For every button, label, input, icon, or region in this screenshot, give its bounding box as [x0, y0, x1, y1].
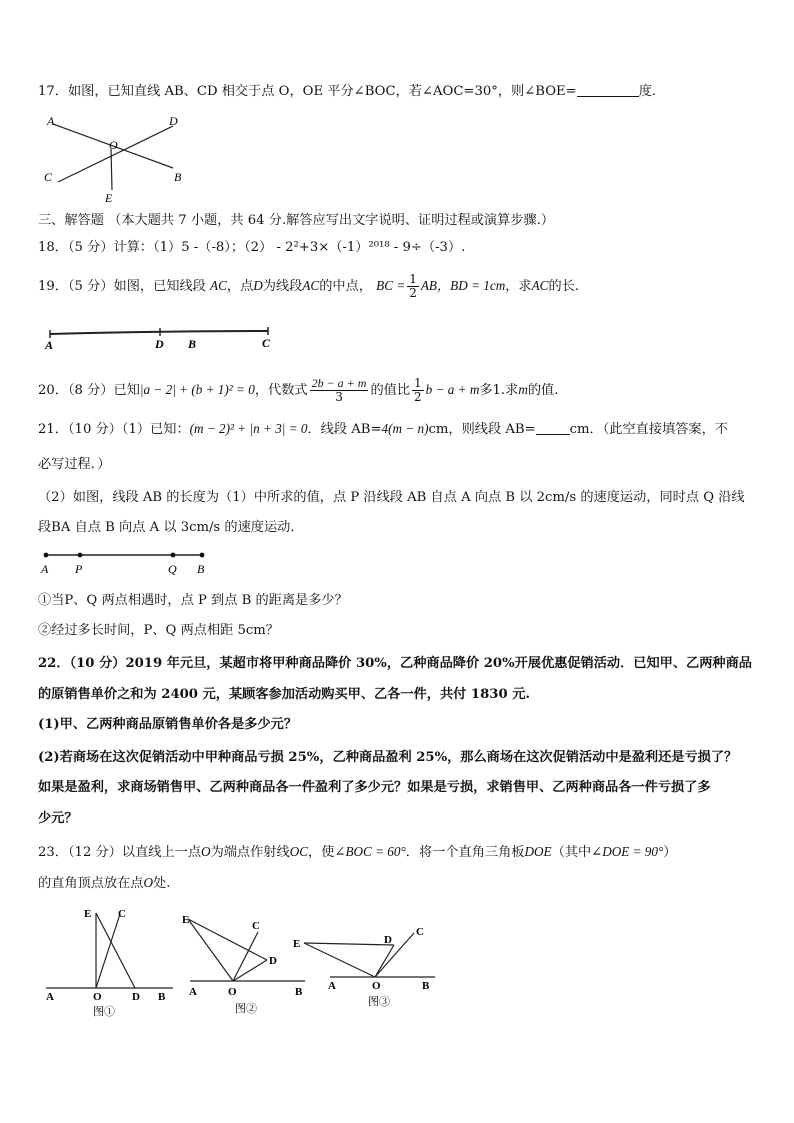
label-e: E — [105, 191, 113, 205]
q23-mid: 为端点作射线 — [210, 845, 290, 860]
q21-line2: 必写过程．） — [38, 457, 111, 472]
q22-line5: 如果是盈利，求商场销售甲、乙两种商品各一件盈利了多少元？如果是亏损，求销售甲、乙两种商品各一件亏损了多 — [38, 780, 711, 795]
q20-end: 的值. — [527, 383, 559, 398]
label-d: D — [132, 991, 140, 1003]
label-o: O — [109, 138, 118, 152]
label-b: B — [422, 980, 430, 992]
q23-line1 — [38, 843, 676, 862]
q23-close: ） — [663, 845, 677, 860]
q19-mid3: 的中点， — [319, 279, 372, 294]
q21-tail: cm．（此空直接填答案，不 — [569, 422, 728, 437]
q19-text — [38, 273, 579, 300]
label-o: O — [93, 991, 102, 1003]
label-b: B — [295, 986, 303, 998]
q23-line2-text: 的直角顶点放在点 — [38, 876, 144, 891]
segment-ac — [50, 331, 268, 334]
q19-tail: ，求 — [505, 279, 532, 294]
label-a: A — [328, 980, 336, 992]
q23-figure-1 — [38, 900, 183, 1022]
q19-end: 的长. — [548, 279, 580, 294]
q21-figure — [38, 548, 218, 576]
q22-line1: 22．（10 分）2019 年元旦，某超市将甲种商品降价 30%，乙种商品降价 20%开展优惠促销活动．已知甲、乙两种商品 — [38, 656, 752, 671]
q21-condition: (m − 2)² + |n + 3| = 0 — [189, 421, 308, 436]
q20-expr2: b − a + m — [425, 382, 480, 397]
point-a — [44, 553, 49, 558]
q23-line2 — [38, 874, 170, 893]
q21-answer-blank[interactable] — [536, 421, 570, 435]
q20-algebraic-fraction: $\frac{2b - a + m}{3}$ — [311, 376, 367, 404]
q20-mid2: 的值比 — [370, 383, 411, 398]
q17-stem: 17．如图，已知直线 AB、CD 相交于点 O，OE 平分∠BOC，若∠AOC=30°，则∠BOE= — [38, 84, 577, 99]
q22-line3: (1)甲、乙两种商品原销售单价各是多少元？ — [38, 717, 298, 732]
label-b: B — [188, 337, 197, 351]
q23-mid3: ．将一个直角三角板 — [405, 845, 525, 860]
label-q: Q — [168, 562, 177, 576]
label-b: B — [174, 170, 182, 184]
q21-line3: （2）如图，线段 AB 的长度为（1）中所求的值，点 P 沿线段 AB 自点 A 向点 B 以 2cm/s 的速度运动，同时点 Q 沿线 — [38, 490, 745, 505]
section-3-heading: 三、解答题 （本大题共 7 小题，共 64 分.解答应写出文字说明、证明过程或演算步骤.） — [38, 213, 555, 228]
q17-unit: 度. — [638, 84, 657, 99]
q21-sub2: ②经过多长时间，P、Q 两点相距 5cm？ — [38, 623, 279, 638]
q19-ac: AC — [210, 278, 227, 293]
fig2-caption: 图② — [235, 1003, 257, 1015]
q17-answer-blank[interactable] — [577, 83, 639, 97]
q21-mid2: cm，则线段 AB= — [428, 422, 536, 437]
label-d: D — [169, 114, 178, 128]
point-q — [171, 553, 176, 558]
side-od — [375, 945, 394, 977]
q23-oc: OC — [289, 844, 309, 859]
q20-mid3: 多1.求 — [479, 383, 519, 398]
q19-prefix: 19．（5 分）如图，已知线段 — [38, 279, 206, 294]
q22-line4: (2)若商场在这次促销活动中甲种商品亏损 25%，乙种商品盈利 25%，那么商场在这次促销活动中是盈利还是亏损了？ — [38, 750, 738, 765]
q21-line1 — [38, 420, 728, 439]
line-cd — [58, 126, 173, 182]
q17-text — [38, 83, 656, 101]
q19-ac-2: AC — [302, 278, 320, 293]
q19-ac-3: AC — [531, 278, 549, 293]
q23-doe: DOE — [524, 844, 552, 859]
q23-o2: O — [143, 875, 154, 890]
side-oe — [188, 919, 233, 981]
ray-oc — [375, 933, 414, 977]
side-ed — [304, 943, 394, 945]
label-e: E — [293, 938, 301, 950]
q23-end: 处. — [153, 876, 171, 891]
label-c: C — [416, 926, 424, 938]
q23-o: O — [201, 844, 211, 859]
point-p — [78, 553, 83, 558]
label-c: C — [262, 336, 271, 350]
point-b — [200, 553, 205, 558]
label-a: A — [47, 114, 55, 128]
label-a: A — [41, 562, 49, 576]
q17-figure — [38, 112, 198, 207]
label-e: E — [182, 914, 190, 926]
label-c: C — [252, 920, 260, 932]
label-o: O — [228, 986, 237, 998]
q20-condition: |a − 2| + (b + 1)² = 0 — [139, 382, 255, 397]
label-b: B — [197, 562, 205, 576]
q20-half: $\frac{1}{2}$ — [414, 376, 422, 404]
q23-angle-boc: ∠BOC = 60° — [334, 844, 406, 859]
q19-ab: AB — [420, 278, 437, 293]
q22-line2: 的原销售单价之和为 2400 元，某顾客参加活动购买甲、乙各一件，共付 1830 元. — [38, 687, 530, 702]
fig1-caption: 图① — [93, 1006, 115, 1018]
q20-mid: ，代数式 — [254, 383, 308, 398]
label-c: C — [118, 908, 126, 920]
label-c: C — [44, 170, 53, 184]
label-d: D — [155, 337, 164, 351]
fig3-caption: 图③ — [368, 996, 390, 1008]
q21-sub1: ①当P、Q 两点相遇时，点 P 到点 B 的距离是多少？ — [38, 593, 348, 608]
q20-text — [38, 377, 558, 404]
side-ed — [96, 913, 135, 988]
q21-mid: ．线段 AB= — [307, 422, 382, 437]
side-eo — [304, 943, 375, 977]
label-a: A — [46, 991, 54, 1003]
q19-bc: BC = — [376, 278, 406, 293]
label-a: A — [45, 338, 54, 351]
q19-fraction: $\frac{1}{2}$ — [409, 272, 417, 300]
label-b: B — [158, 991, 166, 1003]
label-p: P — [75, 562, 83, 576]
q22-line6: 少元？ — [38, 811, 78, 826]
q19-bd: ，BD = 1cm — [437, 278, 506, 293]
q20-m: m — [518, 382, 528, 397]
q21-prefix: 21．（10 分）（1）已知： — [38, 422, 190, 437]
label-o: O — [372, 980, 381, 992]
q20-prefix: 20．（8 分）已知 — [38, 383, 140, 398]
q23-angle-doe: ∠DOE = 90° — [591, 844, 664, 859]
q21-expr2: 4(m − n) — [381, 421, 429, 436]
q19-mid1: ，点 — [226, 279, 254, 294]
q19-d: D — [253, 278, 263, 293]
q21-line4: 段BA 自点 B 向点 A 以 3cm/s 的速度运动． — [38, 520, 304, 535]
q23-prefix: 23．（12 分）以直线上一点 — [38, 845, 202, 860]
label-d: D — [269, 955, 277, 967]
q18-text: 18．（5 分）计算：（1）5 -（-8）；（2） - 2²+3×（-1）²⁰¹⁸ - 9÷（-3）. — [38, 240, 466, 255]
q23-figure-3 — [290, 915, 445, 1015]
q19-mid2: 为线段 — [262, 279, 303, 294]
label-d: D — [384, 934, 392, 946]
label-a: A — [189, 986, 197, 998]
q23-mid4: （其中 — [551, 845, 592, 860]
label-e: E — [84, 908, 92, 920]
q19-figure — [40, 325, 280, 351]
q23-mid2: ，使 — [308, 845, 335, 860]
